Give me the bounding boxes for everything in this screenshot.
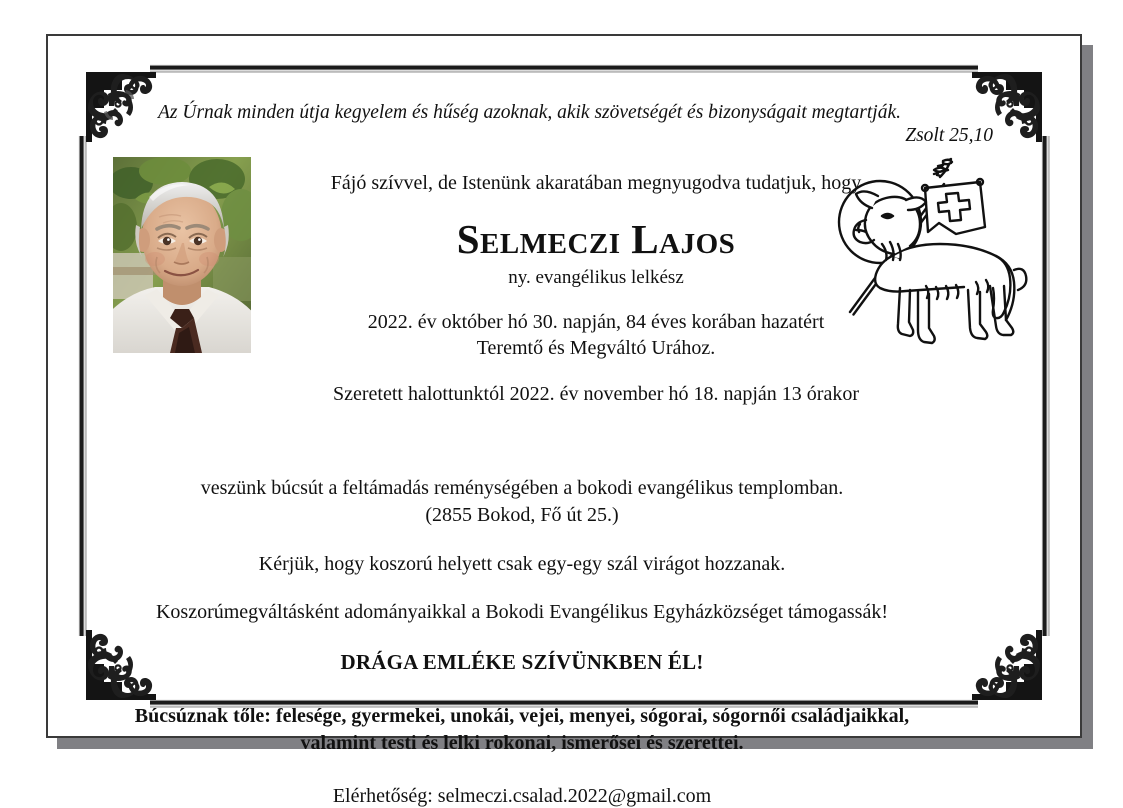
frame-rule-right (1041, 136, 1050, 636)
announcement-body (256, 170, 936, 407)
intro-line: Fájó szívvel, de Istenünk akaratában megnyugodva tudatjuk, hogy (330, 172, 862, 194)
donation-request: Koszorúmegváltásként adományaikkal a Bokodi Evangélikus Egyházközséget támogassák! (155, 601, 888, 624)
death-line-2: Teremtő és Megváltó Urához. (476, 337, 716, 360)
contact-email: Elérhetőség: selmeczi.csalad.2022@gmail.com (332, 784, 712, 807)
venue-address: (2855 Bokod, Fő út 25.) (425, 503, 619, 526)
scripture-verse: Az Úrnak minden útja kegyelem és hűség azoknak, akik szövetségét és bizonyságait megtartják. (158, 102, 901, 123)
mourners-block (62, 703, 982, 757)
announcement-content (106, 62, 1022, 807)
card-sheet (46, 34, 1082, 807)
memorial-card (46, 34, 1082, 807)
deceased-name: Selmeczi Lajos (456, 216, 736, 262)
mourners-line-1: Búcsúznak tőle: felesége, gyermekei, unokái, vejei, menyei, sógorai, sógornői családjaikkal, (134, 705, 910, 728)
farewell-line-1: Szeretett halottunktól 2022. év november hó 18. napján 13 órakor (333, 383, 859, 406)
mourners-line-2: valamint testi és lelki rokonai, ismerősei és szerettei. (300, 731, 744, 754)
portrait-photo (113, 157, 251, 353)
announcement-lower (62, 475, 982, 808)
scripture-reference: Zsolt 25,10 (905, 125, 993, 146)
death-line-1: 2022. év október hó 30. napján, 84 éves korában hazatért (367, 311, 825, 334)
memory-emphasis: DRÁGA EMLÉKE SZÍVÜNKBEN ÉL! (340, 650, 704, 675)
farewell-line-2: veszünk búcsút a feltámadás reménységében a bokodi evangélikus templomban. (200, 477, 844, 499)
flowers-request: Kérjük, hogy koszorú helyett csak egy-egy szál virágot hozzanak. (258, 552, 786, 575)
deceased-role: ny. evangélikus lelkész (508, 267, 684, 289)
